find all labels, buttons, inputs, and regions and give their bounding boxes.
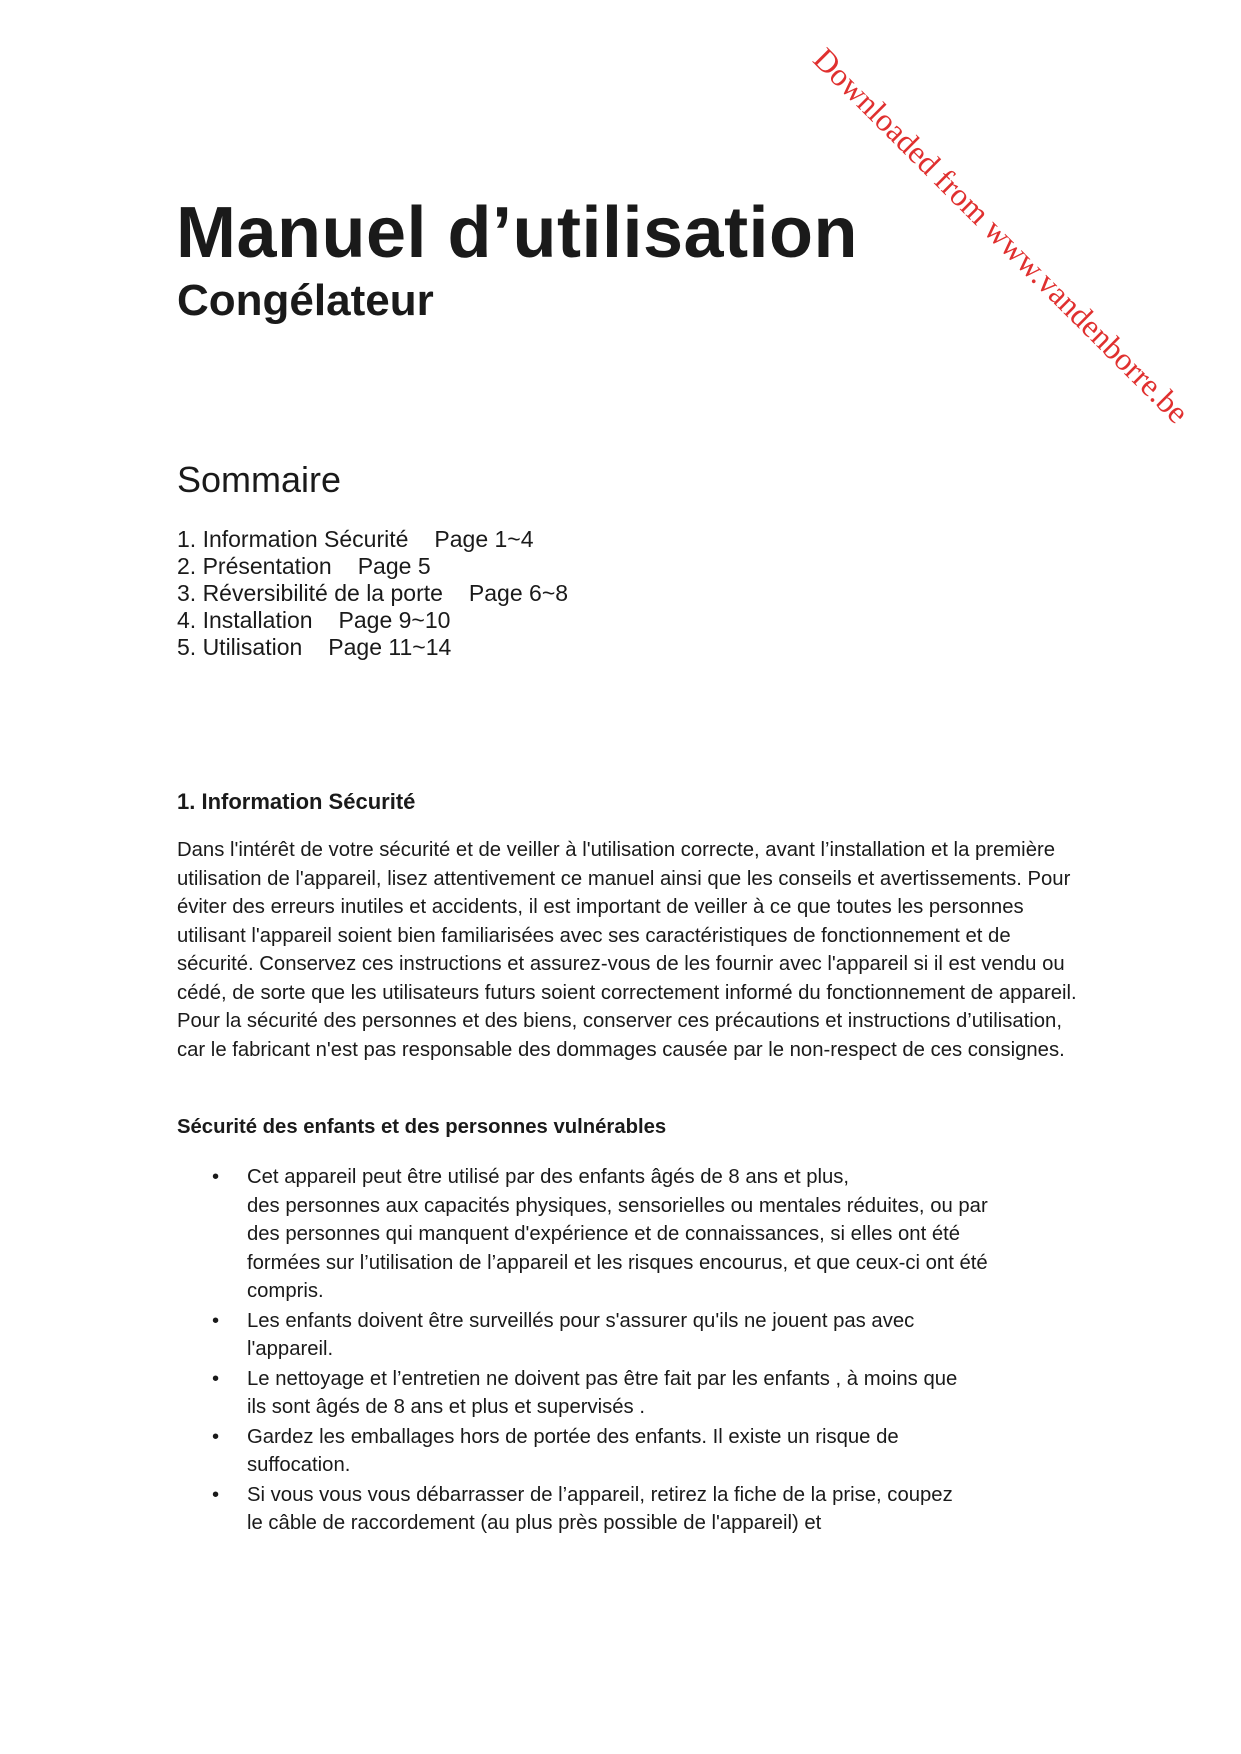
list-item-line: l'appareil. [247,1338,334,1360]
watermark-link[interactable]: Downloaded from www.vandenborre.be [806,40,1197,431]
toc-item-label: 1. Information Sécurité [177,526,409,552]
toc-item[interactable] [177,580,568,607]
toc-item-page: Page 9~10 [338,607,451,633]
document-title: Manuel d’utilisation [176,193,859,273]
list-item [177,1163,1077,1306]
safety-bullet-list [177,1163,1077,1539]
toc-item-page: Page 6~8 [468,580,569,606]
bullet-icon: • [212,1166,220,1188]
toc-item-label: 3. Réversibilité de la porte [177,580,443,606]
toc-item-label: 2. Présentation [177,553,332,579]
toc-item[interactable] [177,526,568,553]
list-item-line: Le nettoyage et l’entretien ne doivent pas être fait par les enfants , à moins que [247,1367,958,1390]
document-subtitle: Congélateur [177,276,434,325]
list-item-line: ils sont âgés de 8 ans et plus et supervisés . [247,1396,645,1418]
list-item-line: Cet appareil peut être utilisé par des enfants âgés de 8 ans et plus, [247,1166,850,1188]
list-item-line: Gardez les emballages hors de portée des enfants. Il existe un risque de [247,1425,899,1448]
bullet-icon: • [212,1483,220,1506]
toc-item[interactable] [177,607,568,634]
list-item-line: des personnes aux capacités physiques, sensorielles ou mentales réduites, ou par [247,1194,988,1217]
toc-item-label: 4. Installation [177,607,313,633]
section-heading-safety: 1. Information Sécurité [177,789,416,814]
list-item-line: le câble de raccordement (au plus près possible de l'appareil) et [247,1512,822,1534]
toc-item[interactable] [177,634,568,661]
toc-heading: Sommaire [177,459,342,500]
list-item [177,1423,1077,1480]
toc-item-page: Page 11~14 [328,634,452,660]
list-item-line: compris. [247,1280,324,1302]
bullet-icon: • [212,1367,220,1390]
list-item-line: Les enfants doivent être surveillés pour s'assurer qu'ils ne jouent pas avec [247,1309,915,1332]
list-item [177,1307,1077,1364]
toc-item-page: Page 1~4 [434,526,534,552]
table-of-contents [177,526,568,661]
list-item [177,1365,1077,1422]
list-item-line: suffocation. [247,1454,351,1476]
toc-item[interactable] [177,553,568,580]
toc-item-page: Page 5 [357,553,431,579]
safety-intro-paragraph: Dans l'intérêt de votre sécurité et de veiller à l'utilisation correcte, avant l’installation et la première utilisation de l'appareil, lisez attentivement ce manuel ainsi que les conseils et avertissements. Pour éviter des erreurs inutiles et accidents, il est important de veiller à ce que toutes les personnes utilisant l'appareil soient bien familiarisées avec ses caractéristiques de fonctionnement et de sécurité. Conservez ces instructions et assurez-vous de les fournir avec l'appareil si il est vendu ou cédé, de sorte que les utilisateurs futurs soient correctement informé du fonctionnement de appareil. Pour la sécurité des personnes et des biens, conserver ces précautions et instructions d’utilisation, car le fabricant n'est pas responsable des dommages causée par le non-respect de ces consignes. [177,839,1077,1061]
bullet-icon: • [212,1425,220,1448]
sub-heading-children-safety: Sécurité des enfants et des personnes vulnérables [177,1116,667,1138]
list-item-line: Si vous vous vous débarrasser de l’appareil, retirez la fiche de la prise, coupez [247,1483,953,1506]
bullet-icon: • [212,1309,220,1332]
toc-item-label: 5. Utilisation [177,634,303,660]
list-item-line: formées sur l’utilisation de l’appareil et les risques encourus, et que ceux-ci ont été [247,1251,988,1274]
list-item [177,1481,1077,1538]
list-item-line: des personnes qui manquent d'expérience et de connaissances, si elles ont été [247,1223,961,1245]
